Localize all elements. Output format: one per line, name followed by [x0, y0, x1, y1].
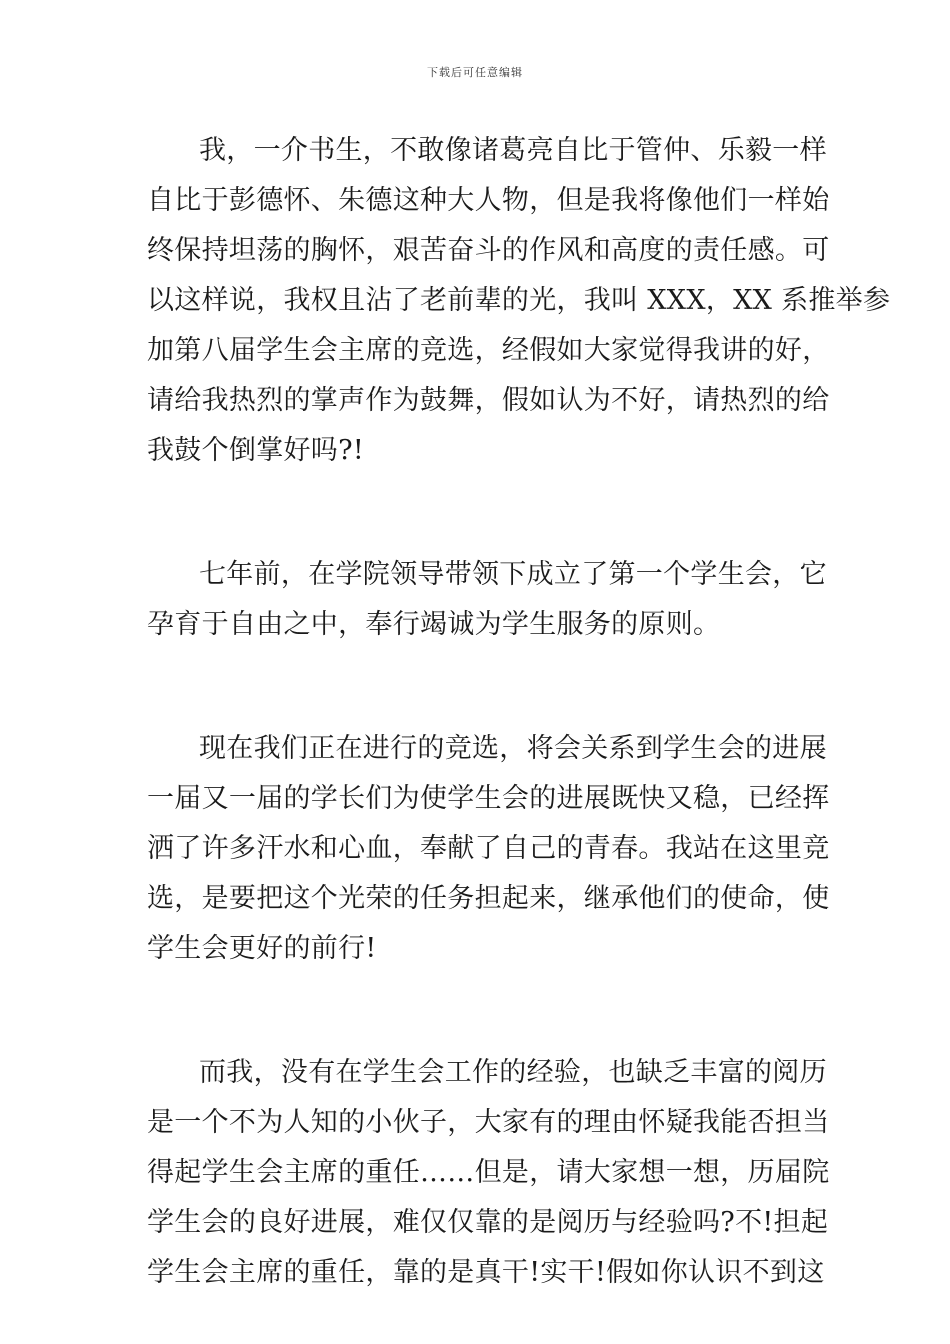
document-body — [147, 126, 891, 1298]
paragraph-line: 得起学生会主席的重任……但是，请大家想一想，历届院 — [147, 1157, 830, 1188]
paragraph-line: 加第八届学生会主席的竞选，经假如大家觉得我讲的好， — [147, 335, 830, 366]
paragraph-line: 学生会更好的前行! — [147, 933, 377, 964]
paragraph-spacer — [147, 476, 807, 550]
paragraph-line: 学生会的良好进展，难仅仅靠的是阅历与经验吗?不!担起 — [147, 1207, 829, 1238]
paragraph-4 — [147, 1048, 830, 1298]
paragraph-line: 终保持坦荡的胸怀，艰苦奋斗的作风和高度的责任感。可 — [147, 235, 830, 266]
paragraph-line: 选，是要把这个光荣的任务担起来，继承他们的使命，使 — [147, 883, 830, 914]
paragraph-line: 是一个不为人知的小伙子，大家有的理由怀疑我能否担当 — [147, 1107, 830, 1138]
paragraph-spacer — [147, 650, 807, 724]
paragraph-line: 而我，没有在学生会工作的经验，也缺乏丰富的阅历 — [199, 1057, 827, 1088]
paragraph-spacer — [147, 974, 807, 1048]
paragraph-line: 一届又一届的学长们为使学生会的进展既快又稳，已经挥 — [147, 783, 830, 814]
paragraph-line: 洒了许多汗水和心血，奉献了自己的青春。我站在这里竞 — [147, 833, 830, 864]
paragraph-line: 以这样说，我权且沾了老前辈的光，我叫 XXX，XX 系推举参 — [147, 285, 891, 316]
paragraph-line: 孕育于自由之中，奉行竭诚为学生服务的原则。 — [147, 609, 721, 640]
paragraph-line: 我鼓个倒掌好吗?! — [147, 435, 365, 466]
paragraph-line: 我，一介书生，不敢像诸葛亮自比于管仲、乐毅一样 — [199, 135, 827, 166]
paragraph-line: 现在我们正在进行的竞选，将会关系到学生会的进展 — [199, 733, 827, 764]
paragraph-line: 七年前，在学院领导带领下成立了第一个学生会，它 — [199, 559, 827, 590]
paragraph-1 — [147, 126, 891, 476]
paragraph-line: 学生会主席的重任，靠的是真干!实干!假如你认识不到这 — [147, 1257, 825, 1288]
paragraph-3 — [147, 724, 830, 974]
paragraph-line: 请给我热烈的掌声作为鼓舞，假如认为不好，请热烈的给 — [147, 385, 830, 416]
page-header: 下载后可任意编辑 — [427, 66, 523, 79]
paragraph-2 — [147, 550, 827, 650]
paragraph-line: 自比于彭德怀、朱德这种大人物，但是我将像他们一样始 — [147, 185, 830, 216]
